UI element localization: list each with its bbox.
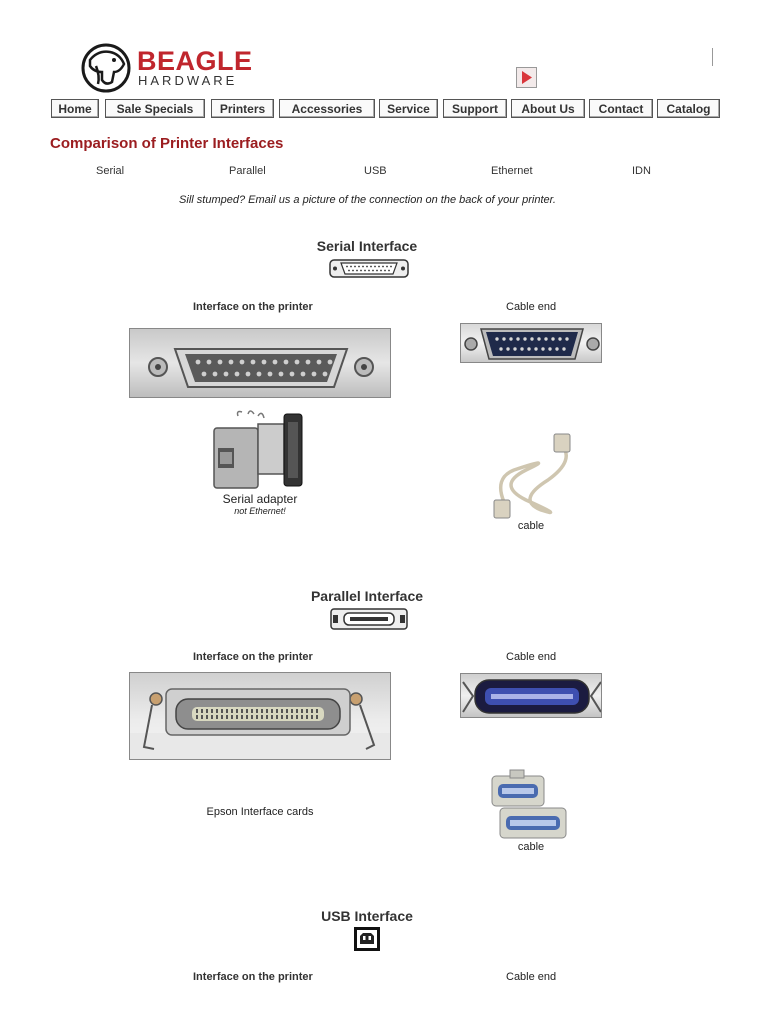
nav-support[interactable]: Support bbox=[443, 99, 507, 118]
serial-cable-caption: cable bbox=[517, 520, 545, 532]
serial-adapter-image bbox=[208, 408, 308, 494]
usb-connector-icon bbox=[354, 927, 380, 951]
nav-accessories[interactable]: Accessories bbox=[279, 99, 375, 118]
parallel-connector-icon bbox=[330, 608, 408, 630]
serial-cable-image bbox=[486, 430, 581, 522]
help-note bbox=[0, 194, 735, 206]
email-link[interactable]: Email us bbox=[248, 194, 291, 206]
logo[interactable] bbox=[80, 42, 253, 94]
parallel-title: Parallel Interface bbox=[310, 588, 424, 604]
serial-left-heading: Interface on the printer bbox=[193, 301, 313, 313]
serial-adapter-subcaption: not Ethernet! bbox=[234, 506, 286, 516]
note-suffix: a picture of the connection on the back of your printer. bbox=[293, 194, 556, 206]
nav-service[interactable]: Service bbox=[379, 99, 438, 118]
nav-home[interactable]: Home bbox=[51, 99, 99, 118]
serial-title: Serial Interface bbox=[316, 238, 418, 254]
parallel-printer-port-photo bbox=[129, 672, 391, 760]
parallel-right-heading: Cable end bbox=[506, 651, 557, 663]
tab-ethernet[interactable]: Ethernet bbox=[491, 165, 533, 177]
serial-adapter-caption: Serial adapter bbox=[222, 492, 298, 506]
nav-printers[interactable]: Printers bbox=[211, 99, 274, 118]
parallel-cable-end-photo bbox=[460, 673, 602, 718]
tab-parallel[interactable]: Parallel bbox=[229, 165, 266, 177]
tab-idn[interactable]: IDN bbox=[632, 165, 651, 177]
usb-left-heading: Interface on the printer bbox=[193, 971, 313, 983]
usb-right-heading: Cable end bbox=[506, 971, 557, 983]
beagle-logo-icon bbox=[80, 42, 132, 94]
parallel-cable-image bbox=[488, 768, 572, 844]
serial-right-heading: Cable end bbox=[506, 301, 557, 313]
serial-cable-end-photo bbox=[460, 323, 602, 363]
brand-name: BEAGLE bbox=[137, 46, 253, 76]
nav-sale-specials[interactable]: Sale Specials bbox=[105, 99, 205, 118]
nav-about-us[interactable]: About Us bbox=[511, 99, 585, 118]
parallel-cable-caption: cable bbox=[517, 841, 545, 853]
page-title: Comparison of Printer Interfaces bbox=[50, 135, 284, 152]
nav-catalog[interactable]: Catalog bbox=[657, 99, 720, 118]
tab-serial[interactable]: Serial bbox=[96, 165, 125, 177]
play-icon bbox=[517, 68, 536, 87]
divider-line bbox=[712, 48, 713, 66]
brand-subname: HARDWARE bbox=[138, 73, 238, 88]
tab-usb[interactable]: USB bbox=[364, 165, 387, 177]
serial-connector-icon bbox=[329, 259, 409, 278]
note-prefix: Sill stumped? bbox=[179, 194, 246, 206]
parallel-left-heading: Interface on the printer bbox=[193, 651, 313, 663]
nav-contact[interactable]: Contact bbox=[589, 99, 653, 118]
epson-cards-caption: Epson Interface cards bbox=[206, 806, 314, 818]
serial-printer-port-photo bbox=[129, 328, 391, 398]
play-button[interactable] bbox=[516, 67, 537, 88]
usb-title: USB Interface bbox=[321, 908, 413, 924]
